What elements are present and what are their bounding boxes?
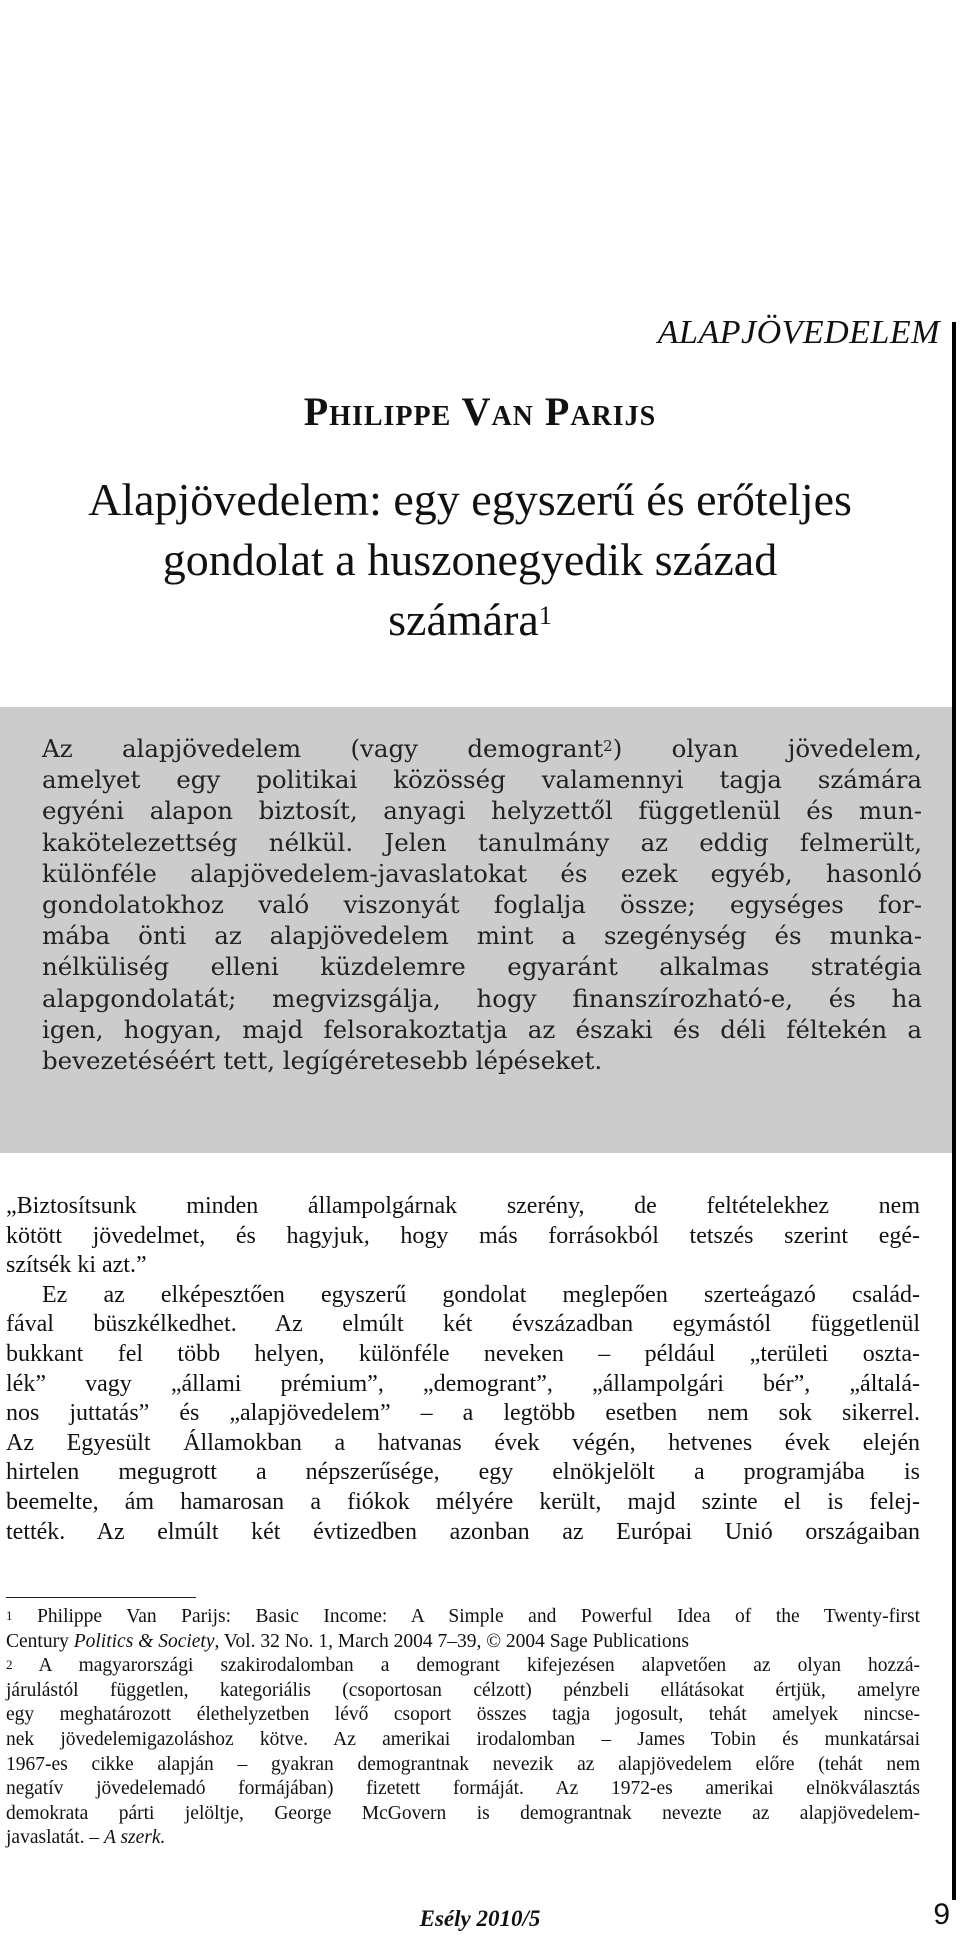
footnote-2-line: demokrata párti jelöltje, George McGovern is demograntnak nevezte az alapjövedelem- (6, 1802, 920, 1824)
footnote-2-last-line (6, 1826, 920, 1851)
abstract-line: bevezetéséért tett, legígéretesebb lépéseket. (42, 1046, 603, 1076)
abstract-line: egyéni alapon biztosít, anyagi helyzettől függetlenül és mun- (42, 796, 922, 826)
footnote-divider (6, 1597, 196, 1598)
footnote-2-line: 1967-es cikke alapján – gyakran demograntnak nevezik az alapjövedelem előre (tehát nem (6, 1753, 920, 1775)
body-line: szítsék ki azt.” (6, 1252, 147, 1279)
abstract-line: gondolatokhoz való viszonyát foglalja össze; egységes for- (42, 890, 922, 920)
page-edge-rule (952, 322, 956, 1900)
body-text (6, 1192, 920, 1547)
body-line: Az Egyesült Államokban a hatvanas évek végén, hetvenes évek elején (6, 1429, 920, 1456)
footnotes (6, 1605, 920, 1851)
body-line: hirtelen megugrott a népszerűsége, egy elnökjelölt a programjába is (6, 1459, 920, 1486)
body-line: bukkant fel több helyen, különféle neveken – például „területi oszta- (6, 1340, 920, 1367)
page-number: 9 (933, 1898, 950, 1931)
article-author: Philippe Van Parijs (303, 389, 657, 434)
abstract-line: mába önti az alapjövedelem mint a szegénység és munka- (42, 921, 922, 951)
footnote-2-line: nek jövedelemigazoláshoz kötve. Az amerikai irodalomban – James Tobin és munkatársai (6, 1728, 920, 1750)
abstract-line: különféle alapjövedelem-javaslatokat és ezek egyéb, hasonló (42, 858, 922, 888)
title-footnote-ref[interactable]: 1 (538, 601, 552, 630)
footnote-1-text-pre: Century (6, 1630, 74, 1652)
footnote-ref-2[interactable]: 2 (603, 737, 613, 755)
abstract-line: kakötelezettség nélkül. Jelen tanulmány az eddig felmerült, (42, 827, 922, 857)
body-line: tették. Az elmúlt két évtizedben azonban az Európai Unió országaiban (6, 1518, 920, 1545)
footnote-1-number: 1 (6, 1608, 13, 1623)
abstract-line: nélküliség elleni küzdelemre egyaránt alkalmas stratégia (42, 952, 922, 982)
abstract-line-1-pre: Az alapjövedelem (vagy demogrant (42, 734, 604, 763)
footnote-2-number: 2 (6, 1657, 13, 1673)
abstract-line (42, 733, 922, 764)
title-line-2: gondolat a huszonegyedik század (162, 534, 778, 585)
body-line: kötött jövedelmet, és hagyjuk, hogy más forrásokból tetszés szerint egé- (6, 1222, 920, 1249)
abstract-line: amelyet egy politikai közösség valamennyi tagja számára (42, 765, 922, 795)
journal-footer: Esély 2010/5 (419, 1906, 541, 1931)
body-line: beemelte, ám hamarosan a fiókok mélyére került, majd szinte el is felej- (6, 1488, 920, 1515)
title-line-3 (0, 590, 940, 650)
body-line: lék” vagy „állami prémium”, „demogrant”, „állampolgári bér”, „általá- (6, 1370, 920, 1397)
body-line: Ez az elképesztően egyszerű gondolat meglepően szerteágazó család- (42, 1281, 920, 1308)
body-line: „Biztosítsunk minden állampolgárnak szerény, de feltételekhez nem (6, 1193, 920, 1219)
title-line-3-text: számára (388, 594, 539, 645)
footnote-1-line-1 (6, 1605, 920, 1630)
footnote-2-line: járulástól független, kategoriális (csoportosan célzott) pénzbeli ellátásokat értjük, amelyre (6, 1679, 920, 1701)
footnote-2-line: negatív jövedelemadó formájában) fizetett formáját. Az 1972-es amerikai elnökválasztás (6, 1778, 920, 1800)
footnote-1-text-post: , Vol. 32 No. 1, March 2004 7–39, © 2004 Sage Publications (214, 1630, 689, 1652)
article-title (0, 470, 940, 650)
footnote-2-last-text: javaslatát. – (6, 1827, 105, 1849)
body-line: fával büszkélkedhet. Az elmúlt két évszázadban egymástól függetlenül (6, 1311, 920, 1338)
body-line: nos juttatás” és „alapjövedelem” – a legtöbb esetben nem sok sikerrel. (6, 1400, 920, 1427)
footnote-2-text: A magyarországi szakirodalomban a demogrant kifejezésen alapvetően az olyan hozzá- (38, 1655, 920, 1677)
abstract-text (42, 733, 922, 1076)
abstract-line: igen, hogyan, majd felsorakoztatja az északi és déli féltekén a (42, 1014, 922, 1044)
journal-name: Politics & Society (73, 1630, 215, 1652)
footnote-2-line-1 (6, 1654, 920, 1679)
footnote-1-text: Philippe Van Parijs: Basic Income: A Simple and Powerful Idea of the Twenty-first (37, 1606, 920, 1627)
section-label: ALAPJÖVEDELEM (657, 314, 940, 351)
footnote-1-line-2 (6, 1630, 920, 1655)
abstract-line: alapgondolatát; megvizsgálja, hogy finanszírozható-e, és ha (42, 983, 922, 1013)
editor-note: A szerk. (104, 1827, 166, 1849)
abstract-line-1-post: ) olyan jövedelem, (612, 734, 922, 763)
title-line-1: Alapjövedelem: egy egyszerű és erőteljes (88, 474, 852, 525)
footnote-2-line: egy meghatározott élethelyzetben lévő csoport összes tagja jogosult, tehát amelyek nincse- (6, 1704, 920, 1726)
